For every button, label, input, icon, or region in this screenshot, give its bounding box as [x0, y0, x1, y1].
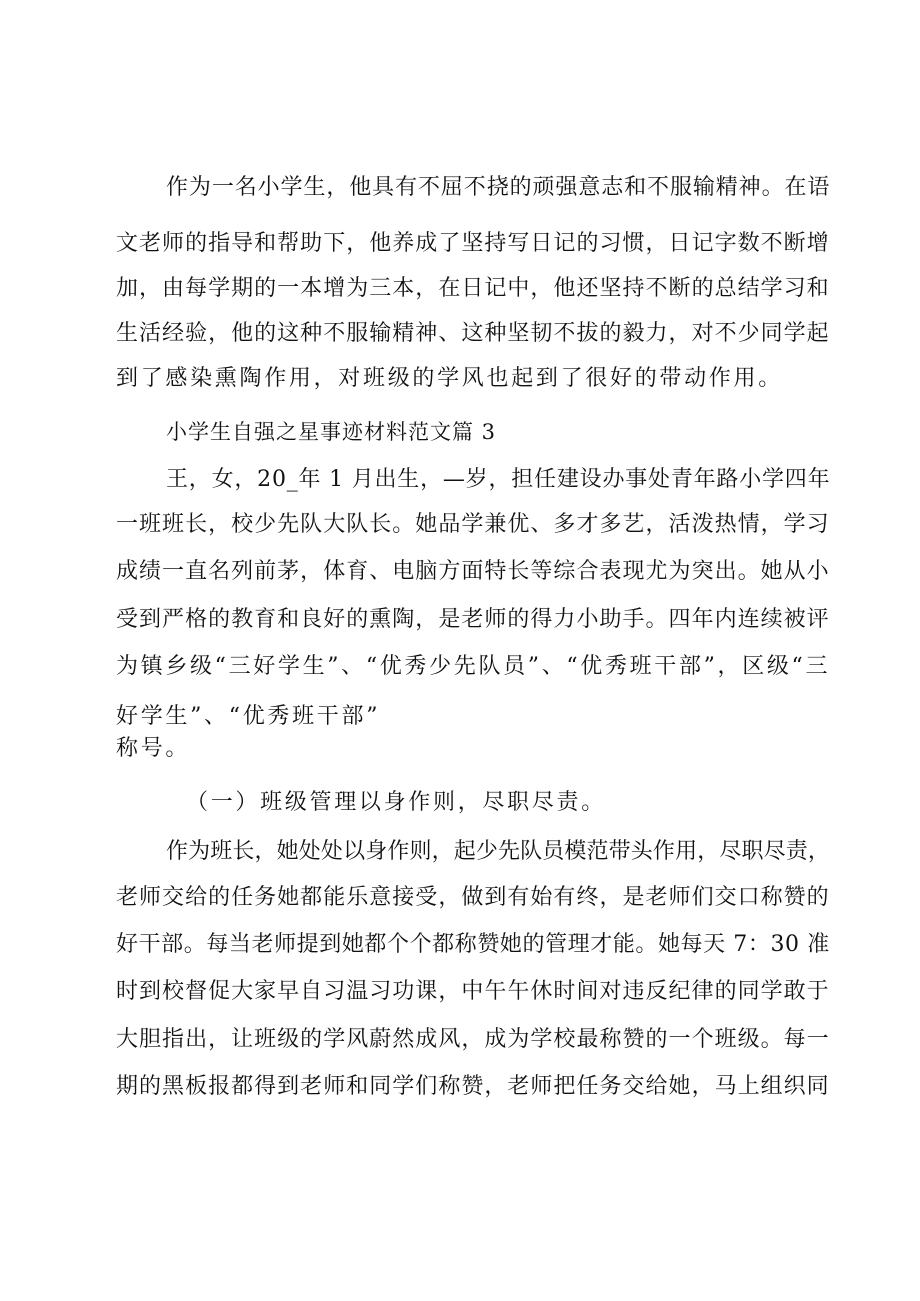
- paragraph-line: 文老师的指导和帮助下，他养成了坚持写日记的习惯，日记字数不断增: [116, 231, 830, 256]
- paragraph-line: 称号。: [116, 736, 191, 761]
- paragraph-line: 生活经验，他的这种不服输精神、这种坚韧不拔的毅力，对不少同学起: [116, 321, 830, 346]
- paragraph-line: 受到严格的教育和良好的熏陶，是老师的得力小助手。四年内连续被评: [116, 607, 830, 632]
- paragraph-line: 时到校督促大家早自习温习功课，中午午休时间对违反纪律的同学敢于: [116, 979, 830, 1004]
- section-heading: 小学生自强之星事迹材料范文篇 3: [166, 420, 497, 444]
- paragraph-line: 作为一名小学生，他具有不屈不挠的顽强意志和不服输精神。在语: [166, 175, 831, 200]
- paragraph-line: 为镇乡级“三好学生”、“优秀少先队员”、“优秀班干部”，区级“三: [116, 654, 831, 679]
- paragraph-line: 大胆指出，让班级的学风蔚然成风，成为学校最称赞的一个班级。每一: [116, 1027, 830, 1052]
- paragraph-line: 好学生”、“优秀班干部”: [116, 704, 381, 729]
- paragraph-line: 老师交给的任务她都能乐意接受，做到有始有终，是老师们交口称赞的: [116, 885, 830, 910]
- paragraph-line: 成绩一直名列前茅，体育、电脑方面特长等综合表现尤为突出。她从小: [116, 559, 830, 584]
- paragraph-line: 作为班长，她处处以身作则，起少先队员模范带头作用，尽职尽责，: [166, 839, 831, 864]
- paragraph-line: 一班班长，校少先队大队长。她品学兼优、多才多艺，活泼热情，学习: [116, 512, 830, 537]
- paragraph-line: 加，由每学期的一本增为三本，在日记中，他还坚持不断的总结学习和: [116, 276, 830, 301]
- subsection-heading: （一）班级管理以身作则，尽职尽责。: [186, 790, 606, 815]
- paragraph-line: 到了感染熏陶作用，对班级的学风也起到了很好的带动作用。: [116, 366, 783, 391]
- paragraph-line: 王，女，20_年 1 月出生，—岁，担任建设办事处青年路小学四年: [166, 467, 831, 492]
- paragraph-line: 期的黑板报都得到老师和同学们称赞，老师把任务交给她，马上组织同: [116, 1074, 830, 1099]
- paragraph-line: 好干部。每当老师提到她都个个都称赞她的管理才能。她每天 7：30 准: [116, 932, 830, 957]
